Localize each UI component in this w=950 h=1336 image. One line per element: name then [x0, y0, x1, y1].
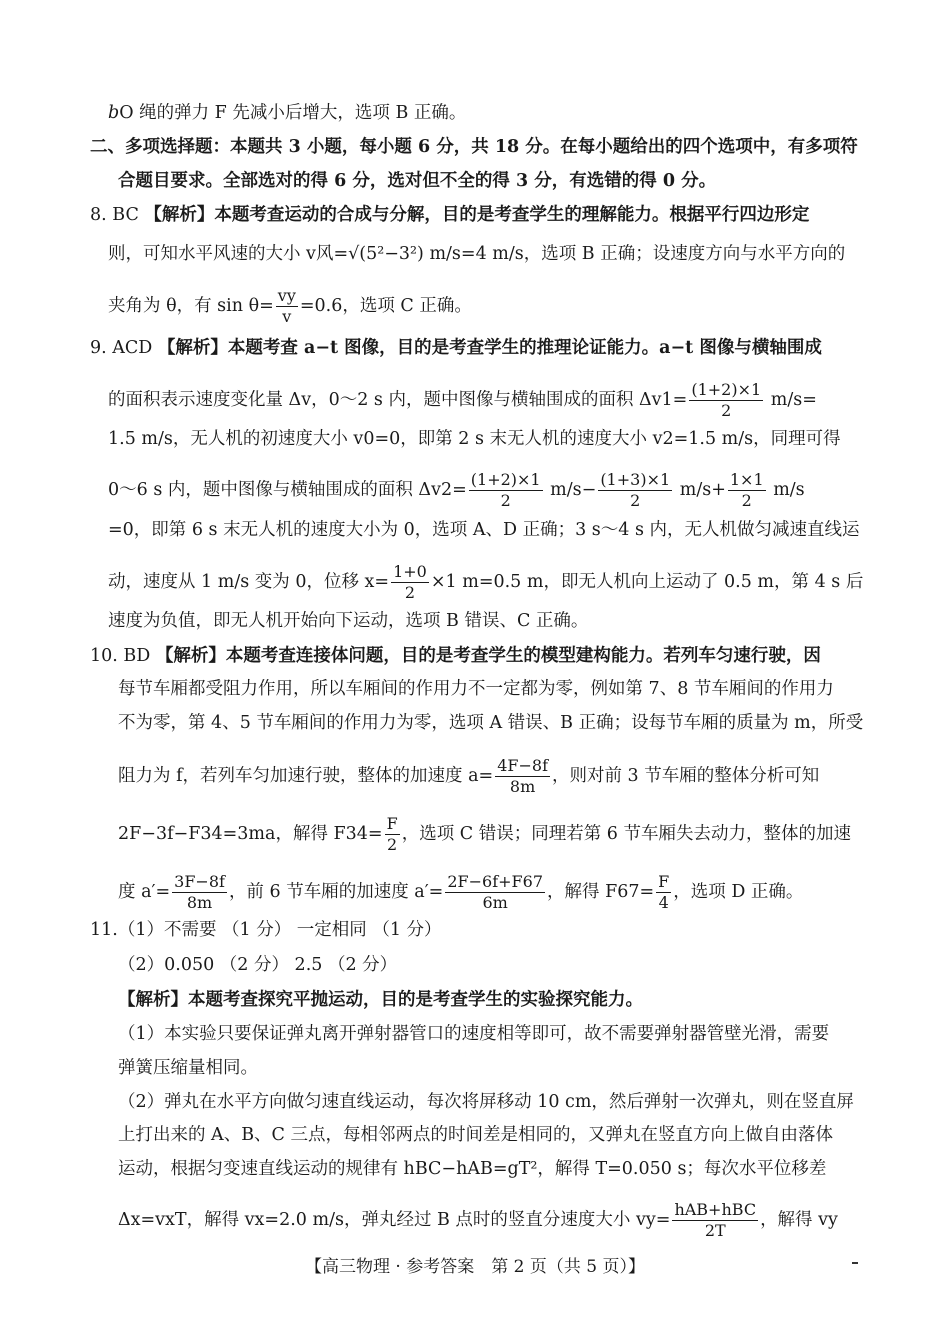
q9-line3: 1.5 m/s，无人机的初速度大小 v0=0，即第 2 s 末无人机的速度大小 v2=1.5 m/s，同理可得: [108, 429, 841, 449]
q11-analysis: 【解析】本题考查探究平抛运动，目的是考查学生的实验探究能力。: [118, 990, 643, 1010]
q10-line4: 阻力为 f，若列车匀加速行驶，整体的加速度 a= $\frac{4F-8f}{8m}$ ，则对前 3 节车厢的整体分析可知: [118, 756, 820, 796]
q11-line4: （1）本实验只要保证弹丸离开弹射器管口的速度相等即可，故不需要弹射器管壁光滑，需要: [118, 1024, 830, 1044]
q10-answer: 10. BD: [90, 646, 151, 666]
q11-line8: 运动，根据匀变速直线运动的规律有 hBC−hAB=gT²，解得 T=0.050 s；每次水平位移差: [118, 1159, 827, 1179]
q11-line2: （2）0.050 （2 分） 2.5 （2 分）: [118, 955, 398, 975]
q9-line6: 动，速度从 1 m/s 变为 0，位移 x= $\frac{1+0}{2}$ ×1 m=0.5 m，即无人机向上运动了 0.5 m，第 4 s 后: [108, 562, 864, 602]
q9-line5: =0，即第 6 s 末无人机的速度大小为 0，选项 A、D 正确；3 s～4 s 内，无人机做匀减速直线运: [108, 520, 860, 540]
q10-tag: 【解析】: [155, 646, 226, 666]
q11-line5: 弹簧压缩量相同。: [118, 1058, 258, 1078]
q9-line1: 9. ACD 【解析】本题考查 a−t 图像，目的是考查学生的推理论证能力。a−t 图像与横轴围成: [90, 338, 822, 358]
q10-line3: 不为零，第 4、5 节车厢间的作用力为零，选项 A 错误、B 正确；设每节车厢的质量为 m，所受: [118, 713, 864, 733]
q8-line2: 则，可知水平风速的大小 v风=√(5²−3²) m/s=4 m/s，选项 B 正确；设速度方向与水平方向的: [108, 244, 846, 264]
q8-tag: 【解析】: [144, 205, 215, 225]
q8-fraction: $\frac{vy}{v}$: [277, 286, 296, 326]
corner-mark: [852, 1262, 858, 1264]
q11-line9: Δx=vxT，解得 vx=2.0 m/s，弹丸经过 B 点时的竖直分速度大小 vy= $\frac{\text{hAB+hBC}}{2T}$ ，解得 vy: [118, 1200, 838, 1240]
q8-line1: 8. BC 【解析】本题考查运动的合成与分解，目的是考查学生的理解能力。根据平行四边形定: [90, 205, 810, 225]
q8-line3: 夹角为 θ，有 sin θ= $\frac{vy}{v}$ =0.6，选项 C 正确。: [108, 286, 472, 326]
q9-line2: 的面积表示速度变化量 Δv，0～2 s 内，题中图像与横轴围成的面积 Δv1= $\frac{(1+2)\times 1}{2}$ m/s=: [108, 380, 817, 420]
q11-line1: 11.（1）不需要 （1 分） 一定相同 （1 分）: [90, 920, 442, 940]
q11-line6: （2）弹丸在水平方向做匀速直线运动，每次将屏移动 10 cm，然后弹射一次弹丸，则在竖直屏: [118, 1092, 854, 1112]
q9-tag: 【解析】: [157, 338, 228, 358]
section-heading-line2: 合题目要求。全部选对的得 6 分，选对但不全的得 3 分，有选错的得 0 分。: [118, 171, 717, 191]
q8-answer: 8. BC: [90, 205, 139, 225]
q9-line7: 速度为负值，即无人机开始向下运动，选项 B 错误、C 正确。: [108, 611, 589, 631]
q7-tail: bO 绳的弹力 F 先减小后增大，选项 B 正确。: [108, 103, 467, 123]
q10-line6: 度 a′= $\frac{3F-8f}{8m}$ ，前 6 节车厢的加速度 a′= $\frac{2F-6f+F67}{6m}$ ，解得 F67= $\frac{F}{4}$ ，选项 D 正确。: [118, 872, 804, 912]
page-footer: 【高三物理 · 参考答案 第 2 页（共 5 页）】: [305, 1257, 645, 1277]
q10-line5: 2F−3f−F34=3ma，解得 F34= $\frac{F}{2}$ ，选项 C 错误；同理若第 6 节车厢失去动力，整体的加速: [118, 814, 851, 854]
q11-tag: 【解析】: [118, 990, 188, 1010]
q9-line4: 0～6 s 内，题中图像与横轴围成的面积 Δv2= $\frac{(1+2)\times 1}{2}$ m/s− $\frac{(1+3)\times 1}{2}$ m/s+ $\frac{1\times 1}{2}$ m/s: [108, 470, 805, 510]
section-heading-line1: 二、多项选择题：本题共 3 小题，每小题 6 分，共 18 分。在每小题给出的四个选项中，有多项符: [90, 137, 858, 157]
q11-line7: 上打出来的 A、B、C 三点，每相邻两点的时间差是相同的，又弹丸在竖直方向上做自由落体: [118, 1125, 834, 1145]
q10-line1: 10. BD 【解析】本题考查连接体问题，目的是考查学生的模型建构能力。若列车匀速行驶，因: [90, 646, 821, 666]
q10-line2: 每节车厢都受阻力作用，所以车厢间的作用力不一定都为零，例如第 7、8 节车厢间的作用力: [118, 679, 834, 699]
q9-answer: 9. ACD: [90, 338, 153, 358]
